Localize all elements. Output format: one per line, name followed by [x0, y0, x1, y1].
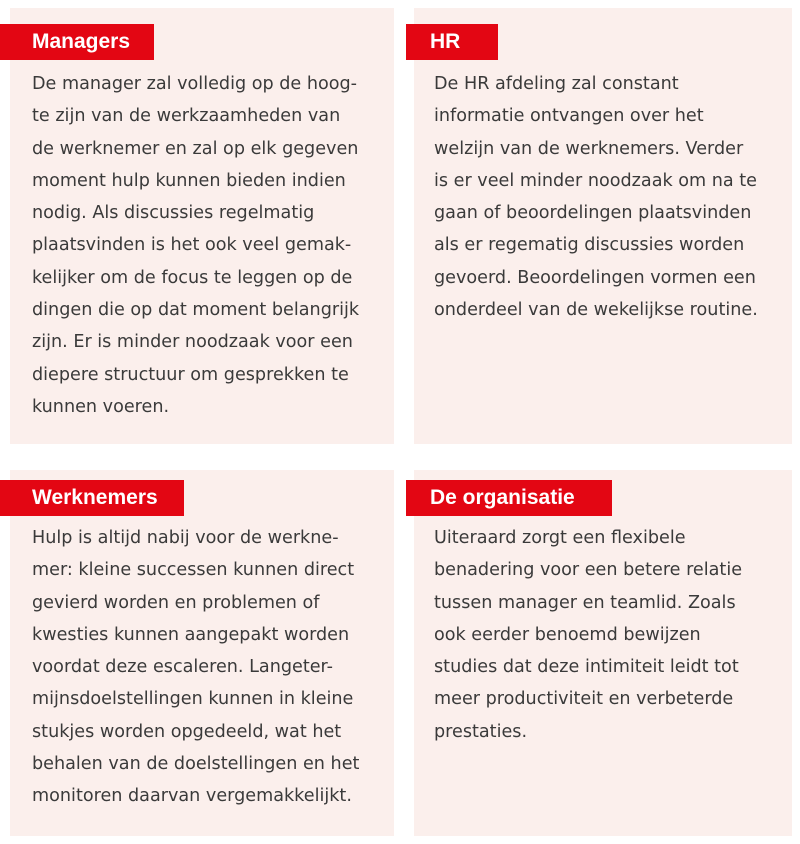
- text-line: prestaties.: [434, 721, 528, 742]
- text-line: mer: kleine successen kunnen direct: [32, 560, 355, 581]
- card-title-werknemers: Werknemers: [0, 480, 184, 516]
- text-line: informatie ontvangen over het: [434, 106, 704, 127]
- card-title-organisatie: De organisatie: [406, 480, 612, 516]
- text-line: benadering voor een betere relatie: [434, 560, 743, 581]
- card-text-managers: [32, 68, 359, 423]
- card-hr: [414, 8, 792, 444]
- text-line: Uiteraard zorgt een flexibele: [434, 528, 686, 548]
- card-werknemers: [10, 470, 394, 836]
- text-line: Hulp is altijd nabij voor de werkne-: [32, 528, 339, 548]
- text-line: kunnen voeren.: [32, 396, 170, 417]
- card-text-hr: [434, 68, 758, 326]
- text-line: kwesties kunnen aangepakt worden: [32, 624, 350, 645]
- text-line: De HR afdeling zal constant: [434, 74, 679, 94]
- text-line: plaatsvinden is het ook veel gemak-: [32, 235, 352, 256]
- text-line: stukjes worden opgedeeld, wat het: [32, 721, 342, 742]
- text-line: gaan of beoordelingen plaatsvinden: [434, 203, 752, 224]
- text-line: gevoerd. Beoordelingen vormen een: [434, 267, 756, 288]
- text-line: ook eerder benoemd bewijzen: [434, 624, 701, 645]
- text-line: onderdeel van de wekelijkse routine.: [434, 300, 758, 321]
- text-line: kelijker om de focus te leggen op de: [32, 267, 353, 288]
- text-line: welzijn van de werknemers. Verder: [434, 138, 744, 159]
- text-line: moment hulp kunnen bieden indien: [32, 170, 346, 191]
- text-line: is er veel minder noodzaak om na te: [434, 170, 758, 191]
- card-text-organisatie: [434, 522, 742, 748]
- card-managers: [10, 8, 394, 444]
- text-line: als er regematig discussies worden: [434, 235, 745, 256]
- card-organisatie: [414, 470, 792, 836]
- text-line: De manager zal volledig op de hoog-: [32, 74, 358, 94]
- text-line: tussen manager en teamlid. Zoals: [434, 592, 736, 613]
- text-line: monitoren daarvan vergemakkelijkt.: [32, 786, 352, 807]
- text-line: te zijn van de werkzaamheden van: [32, 106, 341, 127]
- text-line: zijn. Er is minder noodzaak voor een: [32, 332, 353, 353]
- text-line: dingen die op dat moment belangrijk: [32, 300, 360, 321]
- card-text-werknemers: [32, 522, 359, 813]
- text-line: meer productiviteit en verbeterde: [434, 689, 734, 710]
- card-title-managers: Managers: [0, 24, 154, 60]
- text-line: voordat deze escaleren. Langeter-: [32, 657, 334, 678]
- card-title-hr: HR: [406, 24, 498, 60]
- text-line: behalen van de doelstellingen en het: [32, 754, 360, 775]
- text-line: gevierd worden en problemen of: [32, 592, 320, 613]
- text-line: de werknemer en zal op elk gegeven: [32, 138, 359, 159]
- text-line: nodig. Als discussies regelmatig: [32, 203, 315, 224]
- text-line: diepere structuur om gesprekken te: [32, 364, 349, 385]
- text-line: studies dat deze intimiteit leidt tot: [434, 657, 739, 678]
- text-line: mijnsdoelstellingen kunnen in kleine: [32, 689, 354, 710]
